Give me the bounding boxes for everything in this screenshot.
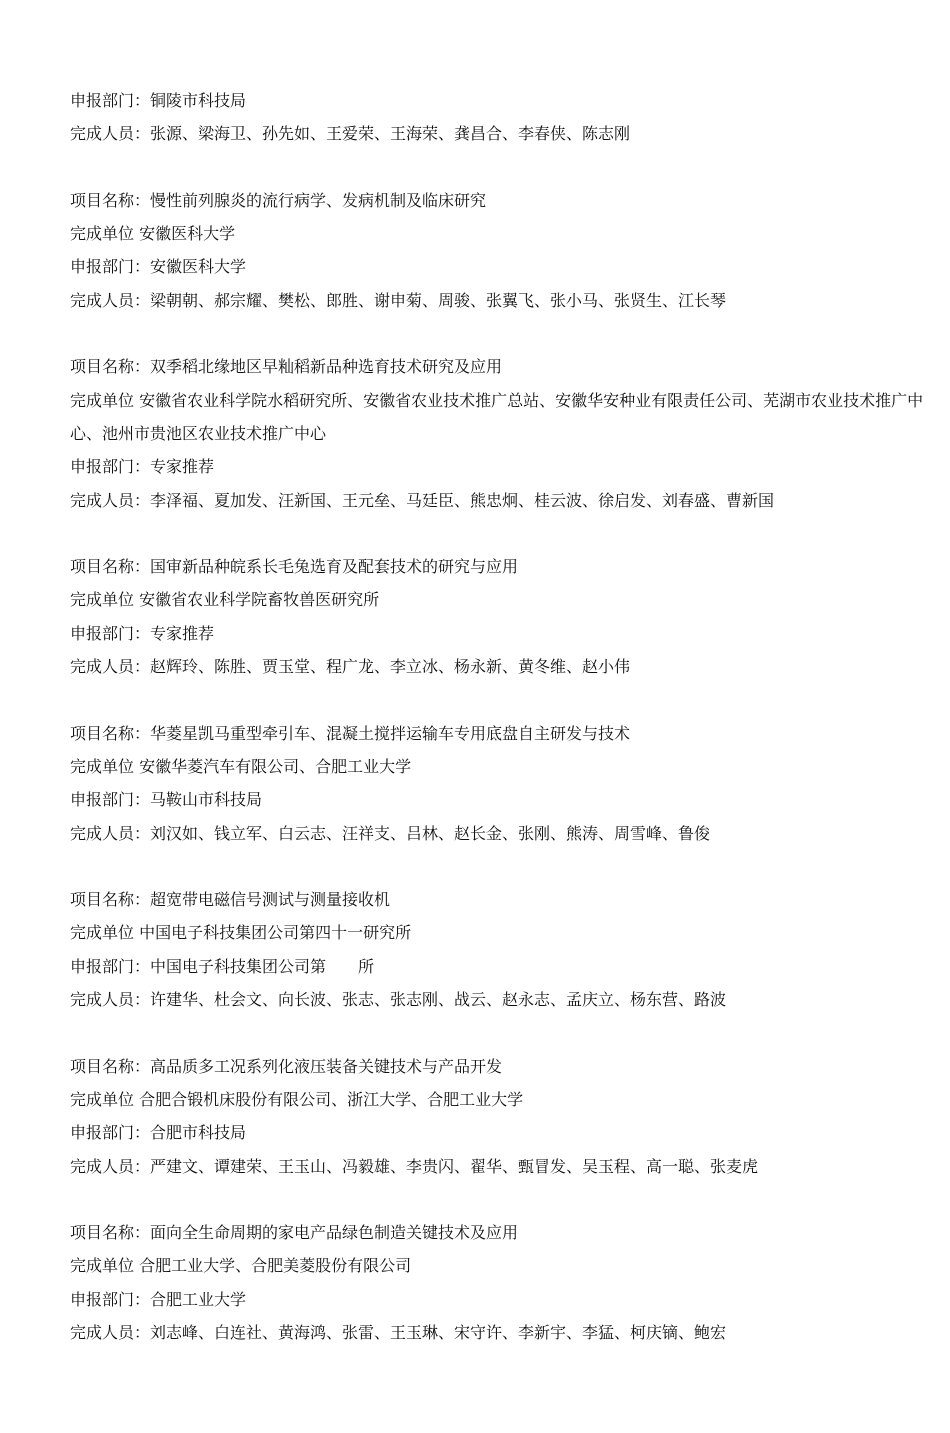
applying-department: 申报部门：马鞍山市科技局 <box>70 790 263 810</box>
applying-department: 申报部门：合肥工业大学 <box>70 1289 247 1309</box>
applying-department: 申报部门：安徽医科大学 <box>70 257 247 277</box>
team-members: 完成人员：刘汉如、钱立军、白云志、汪祥支、吕林、赵长金、张刚、熊涛、周雪峰、鲁俊 <box>70 823 711 843</box>
project-name: 项目名称：华菱星凯马重型牵引车、混凝土搅拌运输车专用底盘自主研发与技术 <box>70 723 631 743</box>
document-page <box>70 84 930 1383</box>
completing-units: 完成单位 合肥合锻机床股份有限公司、浙江大学、合肥工业大学 <box>70 1089 524 1109</box>
team-members: 完成人员：许建华、杜会文、向长波、张志、张志刚、战云、赵永志、孟庆立、杨东营、路波 <box>70 990 727 1010</box>
team-members: 完成人员：刘志峰、白连社、黄海鸿、张雷、王玉琳、宋守许、李新宇、李猛、柯庆镝、鲍宏 <box>70 1322 727 1342</box>
project-name: 项目名称：国审新品种皖系长毛兔选育及配套技术的研究与应用 <box>70 557 519 577</box>
applying-department: 申报部门：专家推荐 <box>70 457 215 477</box>
project-entry-2 <box>70 184 930 317</box>
project-entry-8 <box>70 1216 930 1349</box>
team-members: 完成人员：梁朝朝、郝宗耀、樊松、郎胜、谢申菊、周骏、张翼飞、张小马、张贤生、江长琴 <box>70 290 727 310</box>
completing-units: 完成单位 合肥工业大学、合肥美菱股份有限公司 <box>70 1256 412 1276</box>
project-entry-7 <box>70 1050 930 1183</box>
project-name: 项目名称：慢性前列腺炎的流行病学、发病机制及临床研究 <box>70 190 487 210</box>
team-members: 完成人员：李泽福、夏加发、汪新国、王元垒、马廷臣、熊忠炯、桂云波、徐启发、刘春盛、曹新国 <box>70 490 775 510</box>
completing-units: 完成单位 安徽省农业科学院水稻研究所、安徽省农业技术推广总站、安徽华安种业有限责任公司、芜湖市农业技术推广中心、池州市贵池区农业技术推广中心 <box>70 390 924 443</box>
applying-department: 申报部门：专家推荐 <box>70 623 215 643</box>
project-entry-6 <box>70 883 930 1016</box>
applying-department: 申报部门：合肥市科技局 <box>70 1123 247 1143</box>
applying-department: 申报部门：铜陵市科技局 <box>70 91 247 110</box>
project-name: 项目名称：超宽带电磁信号测试与测量接收机 <box>70 890 391 910</box>
team-members: 完成人员：严建文、谭建荣、王玉山、冯毅雄、李贵闪、翟华、甄冒发、吴玉程、高一聪、张麦虎 <box>70 1156 759 1176</box>
team-members: 完成人员：赵辉玲、陈胜、贾玉堂、程广龙、李立冰、杨永新、黄冬维、赵小伟 <box>70 657 631 677</box>
applying-department: 申报部门：中国电子科技集团公司第 所 <box>70 956 375 976</box>
project-name: 项目名称：双季稻北缘地区早籼稻新品种选育技术研究及应用 <box>70 357 503 377</box>
completing-units: 完成单位 安徽华菱汽车有限公司、合肥工业大学 <box>70 756 412 776</box>
project-entry-4 <box>70 550 930 683</box>
project-entry-3 <box>70 350 930 516</box>
completing-units: 完成单位 安徽省农业科学院畜牧兽医研究所 <box>70 590 380 610</box>
project-name: 项目名称：面向全生命周期的家电产品绿色制造关键技术及应用 <box>70 1223 519 1243</box>
project-name: 项目名称：高品质多工况系列化液压装备关键技术与产品开发 <box>70 1056 503 1076</box>
team-members: 完成人员：张源、梁海卫、孙先如、王爱荣、王海荣、龚昌合、李春侠、陈志刚 <box>70 124 631 144</box>
completing-units: 完成单位 安徽医科大学 <box>70 224 236 244</box>
project-entry-1 <box>70 84 930 151</box>
completing-units: 完成单位 中国电子科技集团公司第四十一研究所 <box>70 923 412 943</box>
project-entry-5 <box>70 717 930 850</box>
